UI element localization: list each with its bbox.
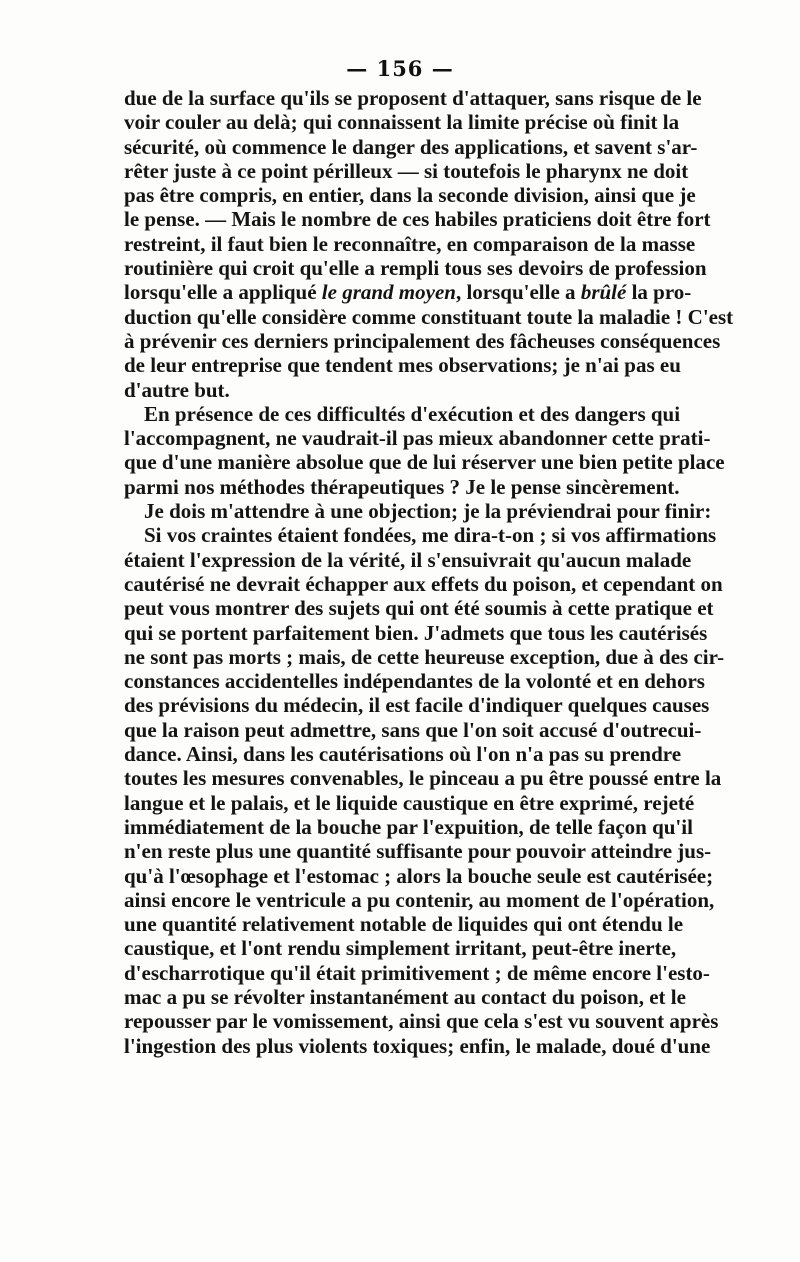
text-line: toutes les mesures convenables, le pinceau a pu être poussé entre la <box>124 766 722 791</box>
text-line: duction qu'elle considère comme constituant toute la maladie ! C'est <box>124 304 734 329</box>
text-line: ainsi encore le ventricule a pu contenir, au moment de l'opération, <box>124 887 715 912</box>
text-line: mac a pu se révolter instantanément au contact du poison, et le <box>124 984 686 1009</box>
text-line: cautérisé ne devrait échapper aux effets du poison, et cependant on <box>124 571 723 596</box>
text-line: des prévisions du médecin, il est facile d'indiquer quelques causes <box>124 693 710 718</box>
text-line: pas être compris, en entier, dans la seconde division, ainsi que je <box>124 183 696 208</box>
text-line: n'en reste plus une quantité suffisante pour pouvoir atteindre jus- <box>124 839 712 864</box>
text-line: constances accidentelles indépendantes de la volonté et en dehors <box>124 669 705 694</box>
emphasis-text: brûlé <box>580 280 627 305</box>
text-line: due de la surface qu'ils se proposent d'attaquer, sans risque de le <box>124 86 702 110</box>
text-line: langue et le palais, et le liquide caustique en être exprimé, rejeté <box>124 790 695 815</box>
text-line: d'autre but. <box>124 377 230 402</box>
text-line: ne sont pas morts ; mais, de cette heureuse exception, due à des cir- <box>124 644 725 669</box>
text-line: qui se portent parfaitement bien. J'admets que tous les cautérisés <box>124 620 708 645</box>
text-line: l'ingestion des plus violents toxiques; enfin, le malade, doué d'une <box>124 1033 711 1058</box>
text-span: lorsqu'elle a appliqué <box>124 280 322 305</box>
text-line: Si vos craintes étaient fondées, me dira-t-on ; si vos affirmations <box>144 523 717 548</box>
text-line: peut vous montrer des sujets qui ont été soumis à cette pratique et <box>124 596 714 621</box>
emphasis-text: le grand moyen <box>321 280 456 305</box>
text-line: immédiatement de la bouche par l'expuition, de telle façon qu'il <box>124 814 693 839</box>
text-line: d'escharrotique qu'il était primitivement ; de même encore l'esto- <box>124 960 710 985</box>
text-line: rêter juste à ce point périlleux — si toutefois le pharynx ne doit <box>124 158 689 183</box>
text-line: l'accompagnent, ne vaudrait-il pas mieux abandonner cette prati- <box>124 426 711 451</box>
text-line: sécurité, où commence le danger des applications, et savent s'ar- <box>124 134 698 159</box>
text-line: Je dois m'attendre à une objection; je la préviendrai pour finir: <box>144 499 712 524</box>
body-text <box>124 86 734 1058</box>
text-line <box>124 280 692 305</box>
text-line: à prévenir ces derniers principalement des fâcheuses conséquences <box>124 328 721 353</box>
text-line: qu'à l'œsophage et l'estomac ; alors la bouche seule est cautérisée; <box>124 863 714 888</box>
text-line: routinière qui croit qu'elle a rempli tous ses devoirs de profession <box>124 256 707 281</box>
text-line: parmi nos méthodes thérapeutiques ? Je le pense sincèrement. <box>124 474 680 499</box>
page-number: — 156 — <box>346 56 454 81</box>
text-line: que d'une manière absolue que de lui réserver une bien petite place <box>124 450 725 475</box>
text-line: voir couler au delà; qui connaissent la limite précise où finit la <box>124 110 680 135</box>
text-line: En présence de ces difficultés d'exécution et des dangers qui <box>144 401 681 426</box>
text-span: la pro- <box>626 280 692 305</box>
text-line: restreint, il faut bien le reconnaître, en comparaison de la masse <box>124 231 696 256</box>
text-line: que la raison peut admettre, sans que l'on soit accusé d'outrecui- <box>124 717 702 742</box>
text-line: dance. Ainsi, dans les cautérisations où l'on n'a pas su prendre <box>124 742 682 767</box>
text-span: , lorsqu'elle a <box>455 280 581 305</box>
text-line: une quantité relativement notable de liquides qui ont étendu le <box>124 912 684 937</box>
text-line: de leur entreprise que tendent mes observations; je n'ai pas eu <box>124 353 681 378</box>
text-line: étaient l'expression de la vérité, il s'ensuivrait qu'aucun malade <box>124 547 692 572</box>
text-line: repousser par le vomissement, ainsi que cela s'est vu souvent après <box>124 1009 719 1034</box>
text-line: caustique, et l'ont rendu simplement irritant, peut-être inerte, <box>124 936 677 961</box>
text-line: le pense. — Mais le nombre de ces habiles praticiens doit être fort <box>124 207 711 232</box>
